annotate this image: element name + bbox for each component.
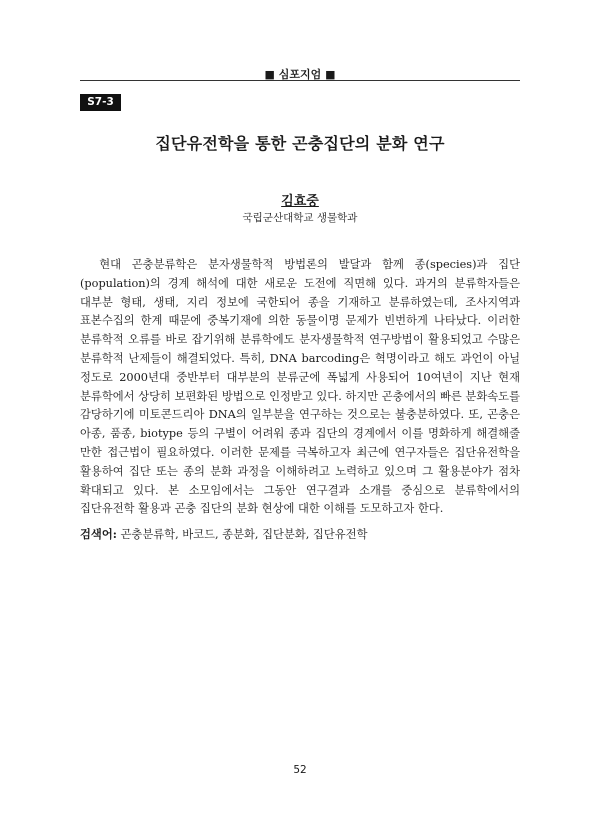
paper-title: 집단유전학을 통한 곤충집단의 분화 연구 [155, 134, 445, 153]
keywords [80, 526, 520, 542]
author-affiliation: 국립군산대학교 생물학과 [242, 212, 358, 224]
abstract-body: 현대 곤충분류학은 분자생물학적 방법론의 발달과 함께 종(species)과 집단(population)의 경계 해석에 대한 새로운 도전에 직면해 있다. 과거의 분류학자들은 대부분 형태, 생태, 지리 정보에 국한되어 종을 기재하고 분류하였는데, 조사지역과 표본수집의 한계 때문에 중복기재에 의한 동물이명 문제가 빈번하게 나타났다. 이러한 분류학적 오류를 바로 잡기위해 분류학에도 분자생물학적 연구방법이 활용되었고 수많은 분류학적 난제들이 해결되었다. 특히, DNA barcoding은 혁명이라고 해도 과언이 아닐 정도로 2000년대 중반부터 대부분의 분류군에 폭넓게 사용되어 10여년이 지난 현재 분류학에서 상당히 보편화된 방법으로 인정받고 있다. 하지만 곤충에서의 빠른 분화속도를 감당하기에 미토콘드리아 DNA의 일부분을 연구하는 것으로는 불충분하였다. 또, 곤충은 아종, 품종, biotype 등의 구별이 어려워 종과 집단의 경계에서 이를 명화하게 해결해줄 만한 접근법이 필요하였다. 이러한 문제를 극복하고자 최근에 연구자들은 집단유전학을 활용하여 집단 또는 종의 분화 과정을 이해하려고 노력하고 있으며 그 활용분야가 점차 확대되고 있다. 본 소모임에서는 그동안 연구결과 소개를 중심으로 분류학에서의 집단유전학 활용과 곤충 집단의 분화 현상에 대한 이해를 도모하고자 한다. [80, 258, 520, 516]
page-number: 52 [293, 764, 307, 776]
author-name: 김효중 [281, 194, 319, 209]
header-rule [80, 80, 520, 81]
session-code-badge: S7-3 [80, 94, 121, 111]
running-header: ■ 심포지엄 ■ [264, 68, 336, 81]
keywords-label: 검색어: [80, 527, 117, 541]
keywords-terms: 곤충분류학, 바코드, 종분화, 집단분화, 집단유전학 [116, 528, 368, 541]
